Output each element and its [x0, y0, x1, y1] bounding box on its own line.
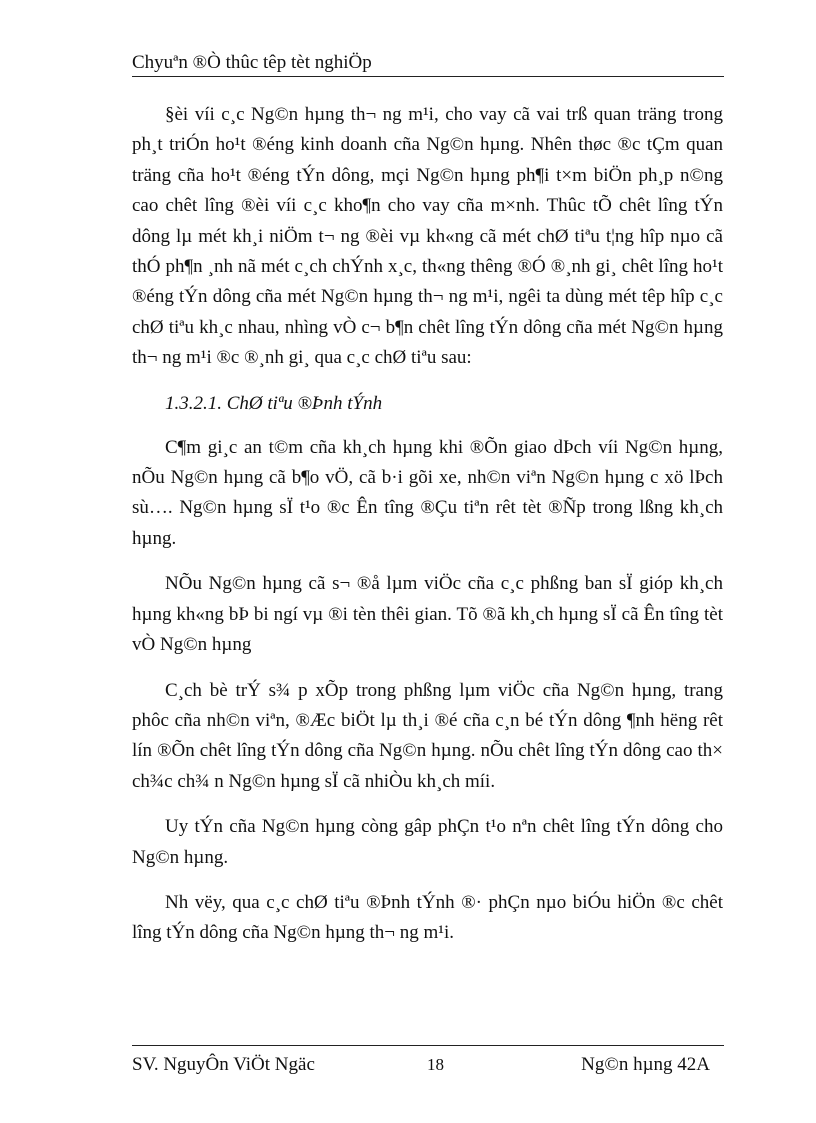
paragraph-intro: §èi víi c¸c Ng©n hµng th¬ ng m¹i, cho vay cã vai trß quan träng trong ph¸t triÓn ho¹t ®éng kinh doanh cña Ng©n hµng. Nhên thøc ®c tÇm quan träng cña ho¹t ®éng tÝn dông, mçi Ng©n hµng ph¶i t×m biÖn ph¸p n©ng cao chêt lîng ®èi víi c¸c kho¶n cho vay cña m×nh. Thûc tÕ chêt lîng tÝn dông lµ mét kh¸i niÖm t¬ ng ®èi vµ kh«ng cã mét chØ tiªu t¦ng hîp nµo cã thÓ ph¶n ¸nh nã mét c¸ch chÝnh x¸c, th«ng thêng ®Ó ®¸nh gi¸ chêt lîng ho¹t ®éng tÝn dông cña mét Ng©n hµng th¬ ng m¹i, ngêi ta dùng mét têp hîp c¸c chØ tiªu kh¸c nhau, nhìng vÒ c¬ b¶n chêt lîng tÝn dông cña mét Ng©n hµng th¬ ng m¹i ®c ®¸nh gi¸ qua c¸c chØ tiªu sau:	[132, 104, 723, 369]
paragraph-office-arrangement: C¸ch bè trÝ s¾ p xÕp trong phßng lµm viÖc cña Ng©n hµng, trang phôc cña nh©n viªn, ®Æc biÖt lµ th¸i ®é cña c¸n bé tÝn dông ¶nh hëng rêt lín ®Õn chêt lîng tÝn dông cña Ng©n hµng. nÕu chêt lîng tÝn dông cao th× ch¾c ch¾ n Ng©n hµng sÏ cã nhiÒu kh¸ch míi.	[132, 679, 723, 792]
section-heading: 1.3.2.1. ChØ tiªu ®Þnh tÝnh	[165, 392, 383, 414]
paragraph-customer-feeling: C¶m gi¸c an t©m cña kh¸ch hµng khi ®Õn giao dÞch víi Ng©n hµng, nÕu Ng©n hµng cã b¶o vÖ, cã b·i gõi xe, nh©n viªn Ng©n hµng c xö lÞch sù…. Ng©n hµng sÏ t¹o ®c Ên tîng ®Çu tiªn rêt tèt ®Ñp trong lßng kh¸ch hµng.	[132, 436, 723, 549]
footer-class: Ng©n hµng 42A	[581, 1054, 710, 1075]
paragraph-department-layout: NÕu Ng©n hµng cã s¬ ®å lµm viÖc cña c¸c phßng ban sÏ gióp kh¸ch hµng kh«ng bÞ bi ngí vµ ®i tèn thêi gian. Tõ ®ã kh¸ch hµng sÏ cã Ên tîng tèt vÒ Ng©n hµng	[132, 573, 723, 656]
page-footer	[132, 1045, 724, 1076]
page-body	[132, 100, 723, 949]
paragraph-reputation: Uy tÝn cña Ng©n hµng còng gâp phÇn t¹o nªn chêt lîng tÝn dông cho Ng©n hµng.	[132, 816, 723, 868]
page-number: 18	[427, 1055, 444, 1074]
paragraph-conclusion: Nh vëy, qua c¸c chØ tiªu ®Þnh tÝnh ®· phÇn nµo biÓu hiÖn ®c chêt lîng tÝn dông cña Ng©n hµng th¬ ng m¹i.	[132, 891, 723, 944]
footer-author: SV. NguyÔn ViÖt Ngäc	[132, 1054, 315, 1075]
page-header	[132, 50, 724, 77]
header-title: Chyuªn ®Ò thûc têp tèt nghiÖp	[132, 52, 372, 73]
